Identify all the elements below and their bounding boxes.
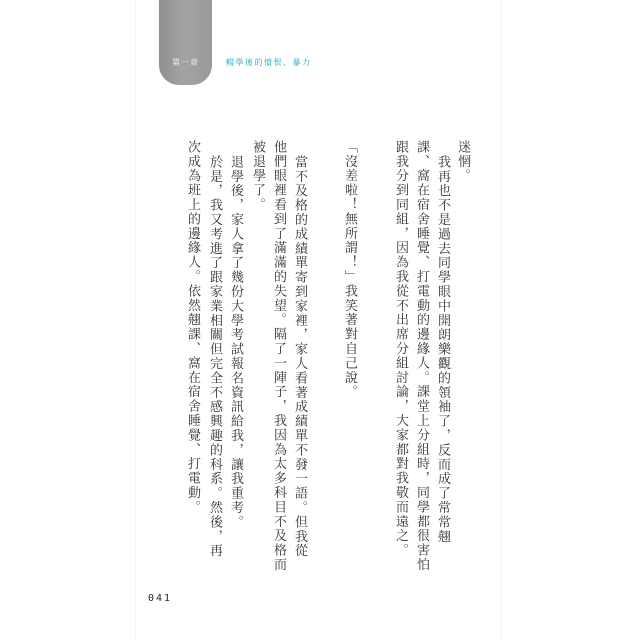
body-column-6: 當不及格的成績單寄到家裡，家人看著成績單不發一語。但我從	[292, 155, 307, 559]
body-column-8: 被退學了。	[250, 140, 265, 212]
page-number: 041	[148, 593, 173, 604]
body-column-7: 他們眼裡看到了滿滿的失望。隔了一陣子，我因為太多科目不及格而	[271, 140, 286, 572]
chapter-label: 第一章	[172, 58, 199, 67]
body-column-5: 「沒差啦！無所謂！」我笑著對自己說。	[342, 140, 357, 400]
body-column-11: 次成為班上的邊緣人。依然翹課、窩在宿舍睡覺、打電動。	[185, 140, 200, 515]
body-column-1: 迷惘。	[455, 140, 470, 184]
body-column-3: 課、窩在宿舍睡覺、打電動的邊緣人。課堂上分組時，同學都很害怕	[414, 140, 429, 572]
body-column-9: 退學後，家人拿了幾份大學考試報名資訊給我，讓我重考。	[228, 155, 243, 530]
body-column-2: 我再也不是過去同學眼中開朗樂觀的領袖了，反而成了常常翹	[435, 155, 450, 544]
running-title: 輟學後的憤恨、暴力	[226, 58, 312, 67]
chapter-tab	[159, 0, 212, 85]
body-column-4: 跟我分到同組，因為我從不出席分組討論，大家都對我敬而遠之。	[393, 140, 408, 558]
body-column-10: 於是，我又考進了跟家業相關但完全不感興趣的科系。然後，再	[207, 155, 222, 559]
